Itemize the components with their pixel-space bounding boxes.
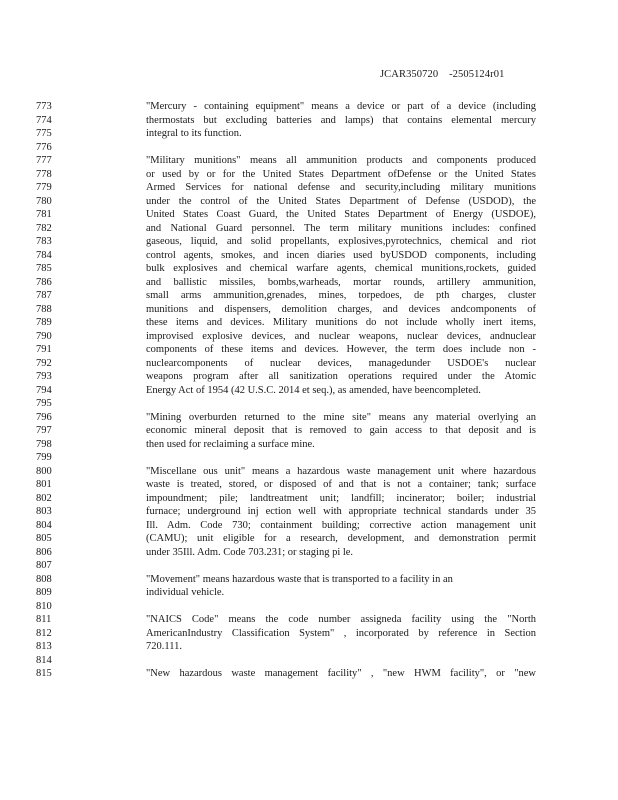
- line-number: 806: [36, 546, 52, 558]
- text-line: (CAMU); unit eligible for a research, development, and demonstration permit: [146, 533, 536, 544]
- line-number: 800: [36, 465, 52, 477]
- text-line: these items and devices. Military munitions do not include wholly inert items,: [146, 317, 536, 328]
- line-number: 812: [36, 627, 52, 639]
- line-number: 788: [36, 303, 52, 315]
- line-number: 786: [36, 276, 52, 288]
- text-line: small arms ammunition,grenades, mines, torpedoes, de pth charges, cluster: [146, 290, 536, 301]
- document-id-header: JCAR350720 -2505124r01: [380, 69, 505, 80]
- text-line: thermostats but excluding batteries and lamps) that contains elemental mercury: [146, 114, 536, 126]
- text-line: "Movement" means hazardous waste that is transported to a facility in an: [146, 573, 453, 585]
- text-line: "Military munitions" means all ammunition products and components produced: [146, 155, 536, 166]
- line-number: 785: [36, 263, 52, 274]
- text-line: components of these items and devices. However, the term does include non -: [146, 344, 536, 355]
- line-number: 776: [36, 141, 52, 153]
- line-number: 799: [36, 452, 52, 463]
- text-line: then used for reclaiming a surface mine.: [146, 438, 315, 450]
- text-line: Energy Act of 1954 (42 U.S.C. 2014 et seq.), as amended, have beencompleted.: [146, 384, 481, 396]
- line-number: 779: [36, 182, 52, 193]
- line-number: 795: [36, 398, 52, 409]
- text-line: [146, 654, 536, 668]
- line-number: 783: [36, 236, 52, 247]
- text-line: [146, 141, 536, 155]
- text-line: furnace; underground inj ection well with appropriate technical standards under 35: [146, 506, 536, 517]
- line-number: 792: [36, 357, 52, 369]
- text-line: [146, 451, 536, 465]
- line-number: 814: [36, 654, 52, 666]
- line-number: 810: [36, 600, 52, 612]
- line-number: 793: [36, 371, 52, 382]
- line-number: 796: [36, 411, 52, 423]
- text-line: nuclearcomponents of nuclear devices, managedunder USDOE's nuclear: [146, 357, 536, 369]
- text-line: and ballistic missiles, bombs,warheads, mortar rounds, artillery ammunition,: [146, 276, 536, 288]
- text-line: under the control of the United States Department of Defense (USDOD), the: [146, 195, 536, 207]
- line-number: 808: [36, 573, 52, 585]
- text-line: integral to its function.: [146, 128, 242, 139]
- line-number: 778: [36, 168, 52, 180]
- line-number: 791: [36, 344, 52, 355]
- text-line: weapons program after all sanitization operations required under the Atomic: [146, 371, 536, 382]
- text-line: 720.111.: [146, 641, 182, 652]
- text-line: and National Guard personnel. The term military munitions includes: confined: [146, 222, 536, 234]
- text-line: impoundment; pile; landtreatment unit; landfill; incinerator; boiler; industrial: [146, 492, 536, 504]
- text-line: United States Coast Guard, the United States Department of Energy (USDOE),: [146, 209, 536, 220]
- line-number: 781: [36, 209, 52, 220]
- line-number: 790: [36, 330, 52, 342]
- text-line: control agents, smokes, and incen diaries used byUSDOD components, including: [146, 249, 536, 261]
- text-line: improvised explosive devices, and nuclear weapons, nuclear devices, andnuclear: [146, 330, 536, 342]
- text-line: "Mercury - containing equipment" means a device or part of a device (including: [146, 101, 536, 112]
- text-line: bulk explosives and chemical warfare agents, chemical munitions,rockets, guided: [146, 263, 536, 274]
- line-number: 801: [36, 479, 52, 490]
- line-number: 802: [36, 492, 52, 504]
- line-number: 805: [36, 533, 52, 544]
- text-line: Armed Services for national defense and security,including military munitions: [146, 182, 536, 193]
- body-text: [146, 100, 536, 681]
- line-number: 798: [36, 438, 52, 450]
- line-number: 782: [36, 222, 52, 234]
- line-number: 797: [36, 425, 52, 436]
- line-number: 775: [36, 128, 52, 139]
- text-line: "NAICS Code" means the code number assigneda facility using the "North: [146, 614, 536, 625]
- text-line: munitions and dispensers, demolition charges, and devices andcomponents of: [146, 303, 536, 315]
- line-number: 773: [36, 101, 52, 112]
- line-number: 794: [36, 384, 52, 396]
- text-line: "Miscellane ous unit" means a hazardous waste management unit where hazardous: [146, 465, 536, 477]
- text-line: Ill. Adm. Code 730; containment building; corrective action management unit: [146, 519, 536, 531]
- line-number-column: [36, 100, 66, 681]
- line-number: 803: [36, 506, 52, 517]
- line-number: 789: [36, 317, 52, 328]
- text-line: under 35Ill. Adm. Code 703.231; or staging pi le.: [146, 546, 354, 558]
- text-line: AmericanIndustry Classification System" , incorporated by reference in Section: [146, 627, 536, 639]
- line-number: 787: [36, 290, 52, 301]
- line-number: 774: [36, 114, 52, 126]
- line-number: 784: [36, 249, 52, 261]
- line-number: 809: [36, 587, 52, 598]
- text-line: individual vehicle.: [146, 587, 225, 598]
- line-number: 815: [36, 668, 52, 679]
- text-line: economic mineral deposit that is removed to gain access to that deposit and is: [146, 425, 536, 436]
- text-line: "Mining overburden returned to the mine site" means any material overlying an: [146, 411, 536, 423]
- line-number: 807: [36, 560, 52, 571]
- line-number: 811: [36, 614, 52, 625]
- text-line: [146, 559, 536, 573]
- text-line: or used by or for the United States Department ofDefense or the United States: [146, 168, 536, 180]
- text-line: [146, 600, 536, 614]
- text-line: "New hazardous waste management facility" , "new HWM facility", or "new: [146, 668, 536, 679]
- text-line: [146, 397, 536, 411]
- text-line: waste is treated, stored, or disposed of and that is not a container; tank; surface: [146, 479, 536, 490]
- line-number: 804: [36, 519, 52, 531]
- line-number: 813: [36, 641, 52, 652]
- text-line: gaseous, liquid, and solid propellants, explosives,pyrotechnics, chemical and riot: [146, 236, 536, 247]
- line-number: 780: [36, 195, 52, 207]
- line-number: 777: [36, 155, 52, 166]
